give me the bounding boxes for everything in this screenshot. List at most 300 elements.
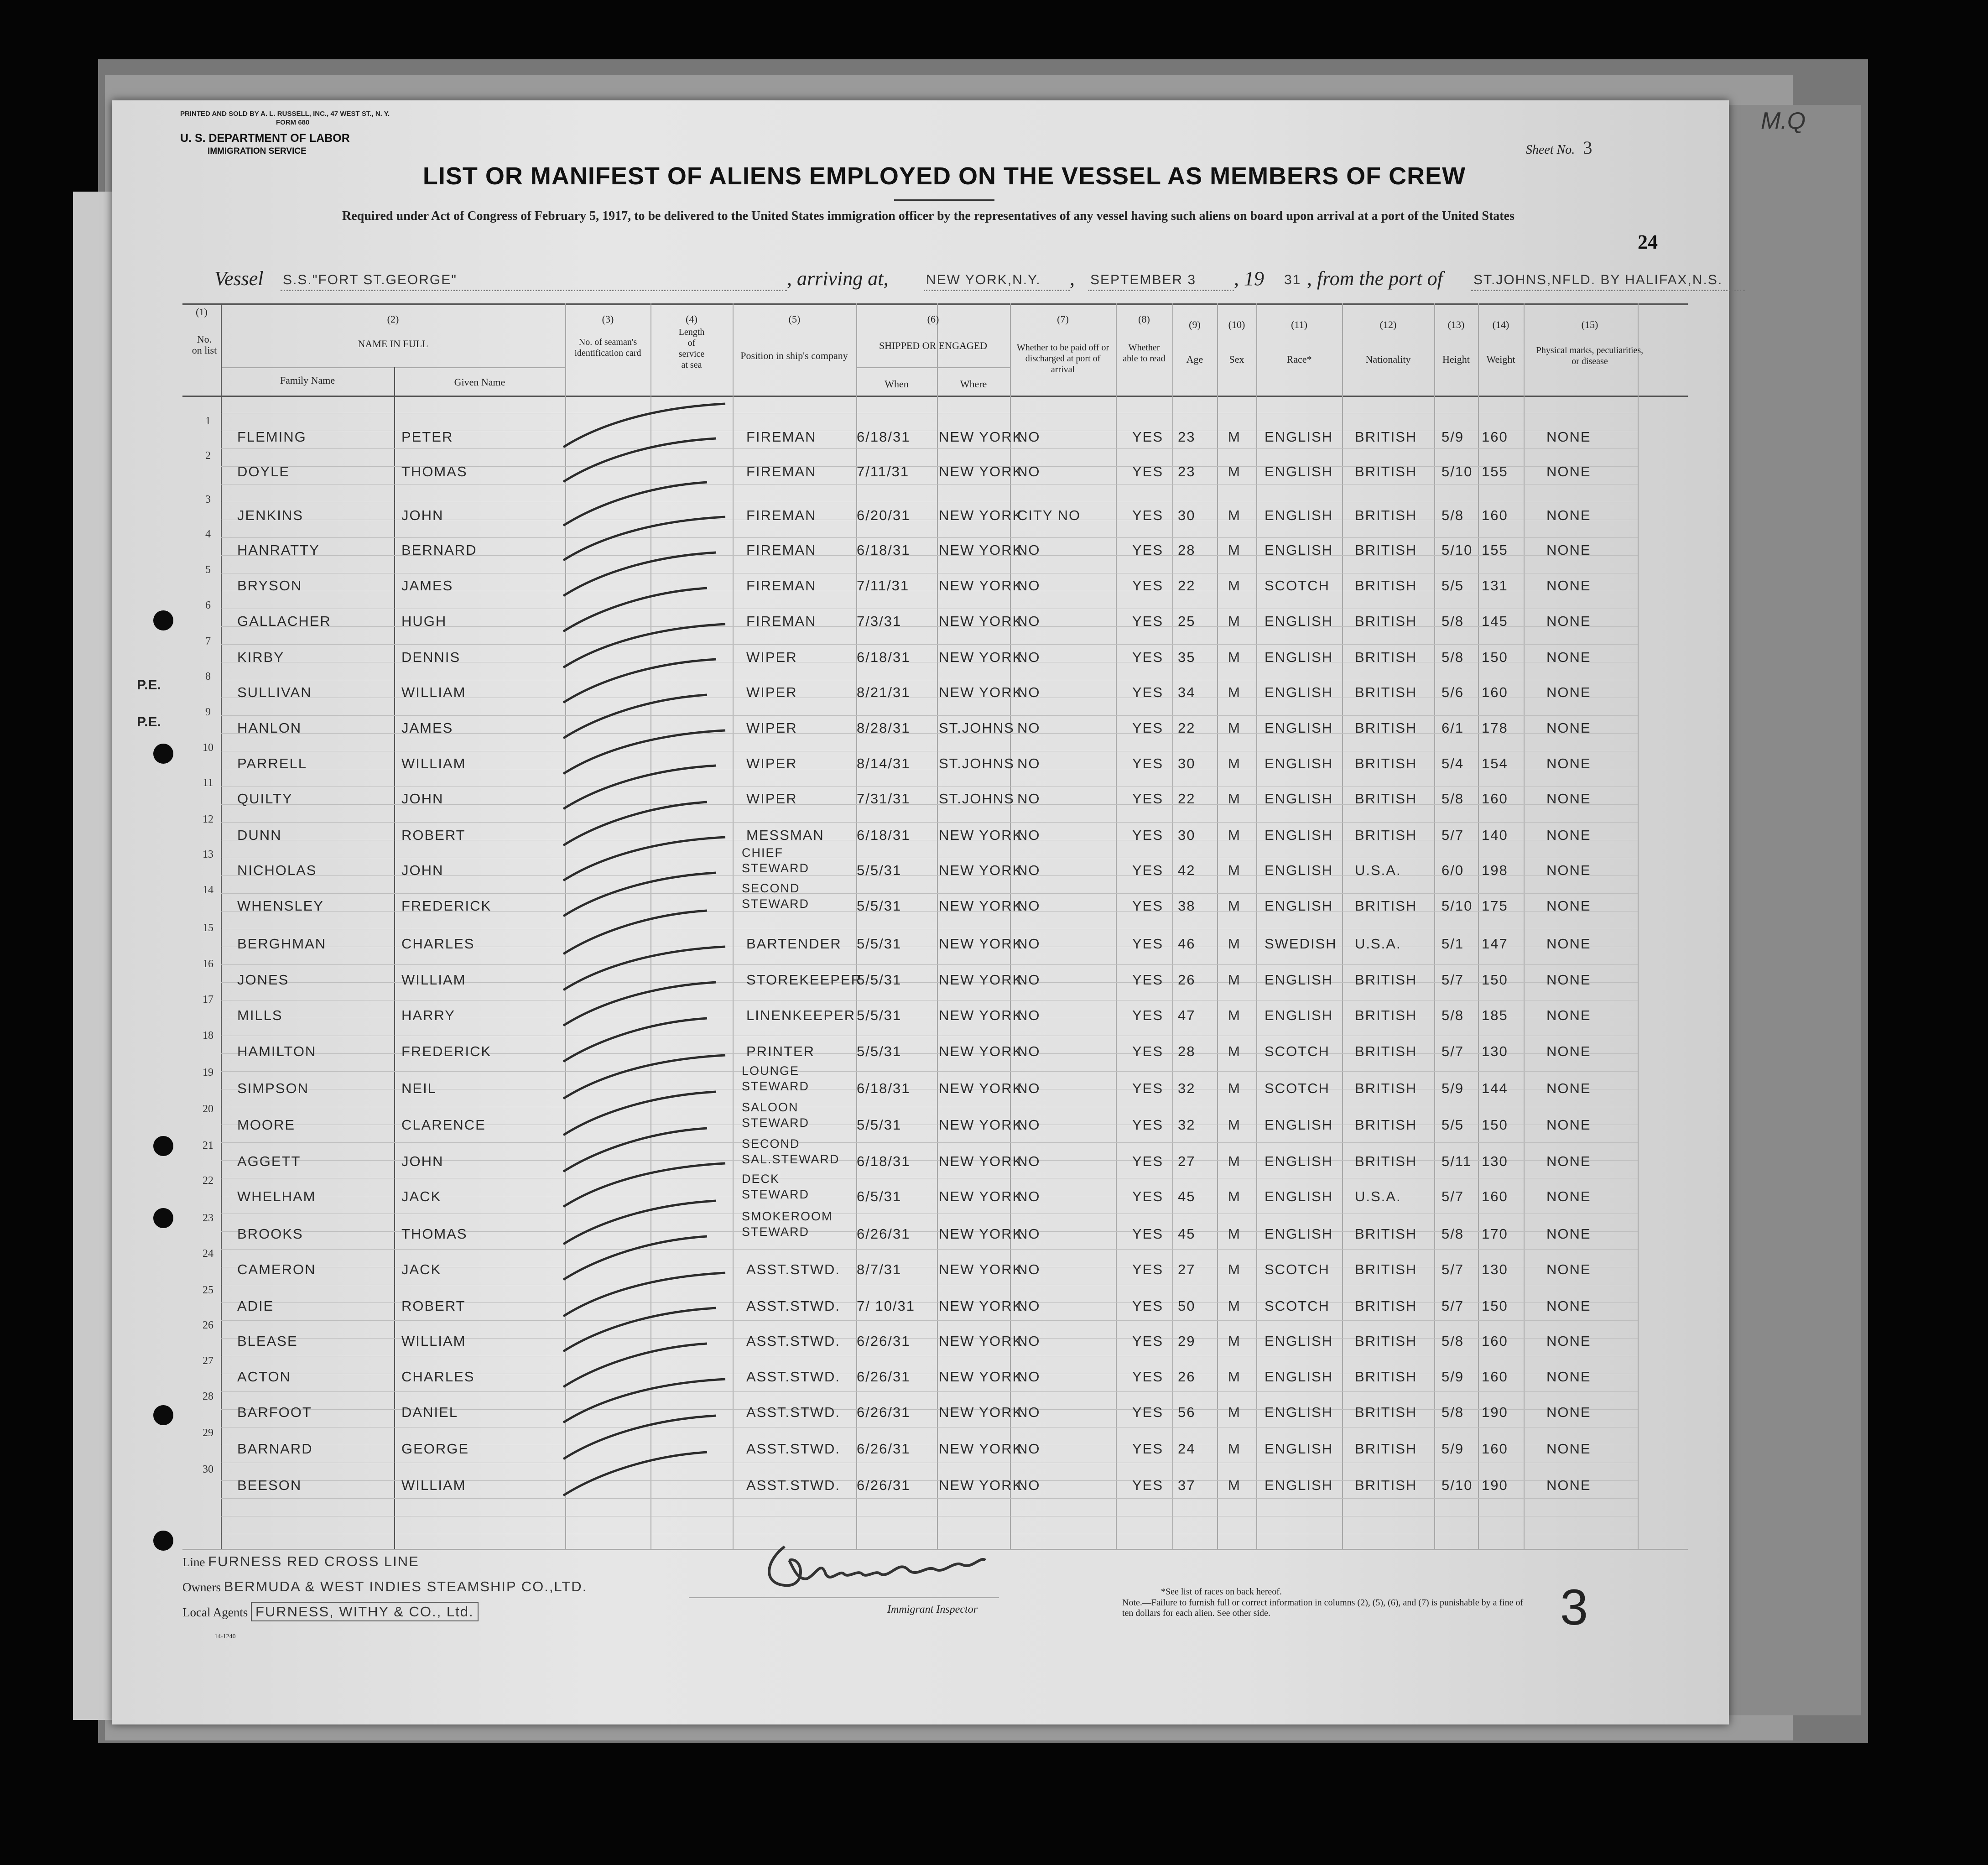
cell-marks: NONE xyxy=(1546,791,1591,807)
cell-sex: M xyxy=(1228,1333,1241,1349)
cell-position: MESSMAN xyxy=(746,827,824,843)
cell-read: YES xyxy=(1132,613,1164,629)
cell-marks: NONE xyxy=(1546,1153,1591,1169)
cell-weight: 160 xyxy=(1482,1188,1508,1204)
cell-age: 34 xyxy=(1178,684,1196,700)
cell-nat: BRITISH xyxy=(1355,827,1417,843)
cell-family: WHENSLEY xyxy=(237,898,324,914)
cell-paid: CITY NO xyxy=(1017,507,1081,523)
cell-where: NEW YORK xyxy=(939,1007,1023,1023)
cell-paid: NO xyxy=(1017,720,1041,736)
cell-family: HANRATTY xyxy=(237,542,320,558)
cell-weight: 130 xyxy=(1482,1043,1508,1059)
cell-paid: NO xyxy=(1017,791,1041,807)
cell-read: YES xyxy=(1132,464,1164,479)
cell-weight: 147 xyxy=(1482,936,1508,952)
cell-height: 5/7 xyxy=(1442,1261,1464,1277)
cell-height: 6/1 xyxy=(1442,720,1464,736)
cell-paid: NO xyxy=(1017,1117,1041,1133)
cell-weight: 190 xyxy=(1482,1404,1508,1420)
cell-marks: NONE xyxy=(1546,1333,1591,1349)
cell-position: STEWARD xyxy=(742,861,809,875)
cell-family: JONES xyxy=(237,972,289,988)
cell-where: NEW YORK xyxy=(939,972,1023,988)
cell-where: ST.JOHNS xyxy=(939,791,1015,807)
arrival-year: 31 xyxy=(1284,272,1301,287)
col-header-shipped: SHIPPED OR ENGAGED xyxy=(879,340,988,351)
col-num-9: (9) xyxy=(1189,319,1201,330)
cell-weight: 175 xyxy=(1482,898,1508,914)
col-num-11: (11) xyxy=(1291,319,1307,330)
cell-height: 5/8 xyxy=(1442,1333,1464,1349)
cell-height: 5/7 xyxy=(1442,827,1464,843)
cell-position-line1: LOUNGE xyxy=(742,1064,800,1078)
cell-paid: NO xyxy=(1017,429,1041,445)
col-num-6: (6) xyxy=(927,313,939,325)
row-rule xyxy=(221,448,1638,449)
cell-read: YES xyxy=(1132,1188,1164,1204)
date-separator: , xyxy=(1070,267,1075,290)
cell-height: 5/10 xyxy=(1442,1477,1473,1493)
cell-nat: BRITISH xyxy=(1355,684,1417,700)
column-rule xyxy=(1342,303,1343,1549)
cell-when: 6/20/31 xyxy=(857,507,911,523)
cell-height: 5/5 xyxy=(1442,1117,1464,1133)
cell-when: 5/5/31 xyxy=(857,1007,902,1023)
cell-sex: M xyxy=(1228,1226,1241,1242)
cell-when: 5/5/31 xyxy=(857,1043,902,1059)
cell-when: 8/7/31 xyxy=(857,1261,902,1277)
cell-read: YES xyxy=(1132,1226,1164,1242)
cell-marks: NONE xyxy=(1546,720,1591,736)
page-subtitle: Required under Act of Congress of February 5, 1917, to be delivered to the United States immigration officer by the representatives of any vessel having such aliens on board upon arrival at a port of the United States xyxy=(342,209,1514,223)
cell-race: SCOTCH xyxy=(1265,1261,1330,1277)
cell-read: YES xyxy=(1132,827,1164,843)
cell-position: SAL.STEWARD xyxy=(742,1152,840,1166)
cell-family: NICHOLAS xyxy=(237,862,317,878)
cell-read: YES xyxy=(1132,649,1164,665)
row-number: 9 xyxy=(205,706,211,718)
cell-marks: NONE xyxy=(1546,1298,1591,1314)
cell-position: FIREMAN xyxy=(746,464,817,479)
cell-paid: NO xyxy=(1017,755,1041,771)
col-header-position: Position in ship's company xyxy=(740,350,848,361)
cell-position-line1: SECOND xyxy=(742,1137,800,1151)
cell-when: 5/5/31 xyxy=(857,1117,902,1133)
col-num-13: (13) xyxy=(1447,319,1465,330)
cell-paid: NO xyxy=(1017,862,1041,878)
col-num-7: (7) xyxy=(1057,313,1069,325)
cell-race: ENGLISH xyxy=(1265,827,1333,843)
column-rule xyxy=(1524,303,1525,1549)
cell-weight: 150 xyxy=(1482,1298,1508,1314)
cell-weight: 170 xyxy=(1482,1226,1508,1242)
column-rule xyxy=(565,303,566,1549)
cell-nat: BRITISH xyxy=(1355,972,1417,988)
cell-marks: NONE xyxy=(1546,542,1591,558)
cell-paid: NO xyxy=(1017,464,1041,479)
header-bottom-rule xyxy=(182,396,1688,397)
cell-position: WIPER xyxy=(746,791,797,807)
row-number: 30 xyxy=(203,1464,213,1475)
col-header-height: Height xyxy=(1442,354,1470,365)
row-number: 22 xyxy=(203,1175,213,1187)
row-number: 18 xyxy=(203,1030,213,1042)
cell-marks: NONE xyxy=(1546,578,1591,594)
cell-race: ENGLISH xyxy=(1265,755,1333,771)
cell-when: 6/26/31 xyxy=(857,1404,911,1420)
cell-family: ADIE xyxy=(237,1298,274,1314)
cell-read: YES xyxy=(1132,1261,1164,1277)
cell-position: WIPER xyxy=(746,755,797,771)
cell-when: 7/11/31 xyxy=(857,578,910,594)
cell-paid: NO xyxy=(1017,1441,1041,1457)
cell-race: ENGLISH xyxy=(1265,1369,1333,1385)
cell-height: 5/8 xyxy=(1442,791,1464,807)
column-rule xyxy=(1256,303,1257,1549)
punch-hole xyxy=(153,1405,173,1425)
row-rule xyxy=(221,893,1638,894)
cell-given: BERNARD xyxy=(401,542,477,558)
cell-paid: NO xyxy=(1017,1043,1041,1059)
row-rule xyxy=(221,964,1638,965)
cell-sex: M xyxy=(1228,791,1241,807)
cell-nat: BRITISH xyxy=(1355,507,1417,523)
back-sheet-3 xyxy=(1729,105,1861,1715)
cell-paid: NO xyxy=(1017,1007,1041,1023)
cell-where: NEW YORK xyxy=(939,507,1023,523)
row-number: 17 xyxy=(203,994,213,1005)
cell-sex: M xyxy=(1228,1369,1241,1385)
cell-family: HAMILTON xyxy=(237,1043,317,1059)
col-num-3: (3) xyxy=(602,313,614,325)
cell-nat: BRITISH xyxy=(1355,464,1417,479)
row-number: 11 xyxy=(203,777,213,789)
cell-given: WILLIAM xyxy=(401,755,466,771)
column-rule xyxy=(1116,303,1117,1549)
cell-nat: BRITISH xyxy=(1355,1153,1417,1169)
cell-height: 5/8 xyxy=(1442,1007,1464,1023)
cell-age: 38 xyxy=(1178,898,1196,914)
margin-mark-pe-row8: P.E. xyxy=(137,677,161,693)
cell-read: YES xyxy=(1132,1117,1164,1133)
row-number: 19 xyxy=(203,1067,213,1078)
cell-where: NEW YORK xyxy=(939,542,1023,558)
cell-position: STEWARD xyxy=(742,1116,809,1130)
cell-weight: 178 xyxy=(1482,720,1508,736)
col-num-8: (8) xyxy=(1138,313,1150,325)
cell-where: NEW YORK xyxy=(939,1080,1023,1096)
cell-nat: BRITISH xyxy=(1355,755,1417,771)
cell-height: 5/9 xyxy=(1442,1369,1464,1385)
shipped-subheader-rule xyxy=(856,367,1010,368)
date-dots xyxy=(1088,289,1234,291)
cell-weight: 131 xyxy=(1482,578,1508,594)
cell-race: ENGLISH xyxy=(1265,1226,1333,1242)
cell-given: WILLIAM xyxy=(401,684,466,700)
cell-position: ASST.STWD. xyxy=(746,1369,841,1385)
vessel-line xyxy=(214,267,1723,294)
row-number: 10 xyxy=(203,742,213,754)
cell-marks: NONE xyxy=(1546,1261,1591,1277)
cell-race: ENGLISH xyxy=(1265,1404,1333,1420)
cell-paid: NO xyxy=(1017,1404,1041,1420)
cell-nat: BRITISH xyxy=(1355,429,1417,445)
cell-age: 27 xyxy=(1178,1153,1196,1169)
cell-nat: U.S.A. xyxy=(1355,862,1401,878)
cell-race: SWEDISH xyxy=(1265,936,1337,952)
cell-family: BERGHMAN xyxy=(237,936,327,952)
cell-race: SCOTCH xyxy=(1265,578,1330,594)
cell-nat: BRITISH xyxy=(1355,1404,1417,1420)
cell-paid: NO xyxy=(1017,898,1041,914)
cell-given: WILLIAM xyxy=(401,1333,466,1349)
cell-family: QUILTY xyxy=(237,791,293,807)
cell-race: ENGLISH xyxy=(1265,542,1333,558)
cell-height: 5/4 xyxy=(1442,755,1464,771)
cell-nat: BRITISH xyxy=(1355,1080,1417,1096)
cell-nat: BRITISH xyxy=(1355,649,1417,665)
cell-age: 26 xyxy=(1178,1369,1196,1385)
cell-marks: NONE xyxy=(1546,1080,1591,1096)
cell-when: 6/26/31 xyxy=(857,1369,911,1385)
cell-race: ENGLISH xyxy=(1265,720,1333,736)
cell-position: FIREMAN xyxy=(746,613,817,629)
cell-height: 5/7 xyxy=(1442,972,1464,988)
corner-mark-bottom-right: 3 xyxy=(1560,1579,1588,1636)
cell-sex: M xyxy=(1228,1080,1241,1096)
cell-where: NEW YORK xyxy=(939,684,1023,700)
cell-when: 6/26/31 xyxy=(857,1333,911,1349)
cell-read: YES xyxy=(1132,1298,1164,1314)
cell-race: ENGLISH xyxy=(1265,613,1333,629)
departure-port: ST.JOHNS,NFLD. BY HALIFAX,N.S. xyxy=(1473,272,1723,287)
cell-position: ASST.STWD. xyxy=(746,1333,841,1349)
cell-age: 56 xyxy=(1178,1404,1196,1420)
cell-given: JAMES xyxy=(401,578,453,594)
cell-weight: 140 xyxy=(1482,827,1508,843)
cell-sex: M xyxy=(1228,862,1241,878)
col-header-marks: Physical marks, peculiarities, or disease xyxy=(1536,345,1644,366)
cell-family: SIMPSON xyxy=(237,1080,309,1096)
cell-family: DUNN xyxy=(237,827,282,843)
col-header-family: Family Name xyxy=(280,375,335,386)
cell-weight: 160 xyxy=(1482,429,1508,445)
cell-position-line1: SMOKEROOM xyxy=(742,1209,833,1223)
cell-nat: BRITISH xyxy=(1355,613,1417,629)
cell-position-line1: CHIEF xyxy=(742,846,783,860)
cell-given: ROBERT xyxy=(401,1298,466,1314)
cell-where: NEW YORK xyxy=(939,578,1023,594)
cell-when: 7/3/31 xyxy=(857,613,902,629)
cell-marks: NONE xyxy=(1546,613,1591,629)
form-code-bottom: 14-1240 xyxy=(214,1633,236,1640)
cell-race: ENGLISH xyxy=(1265,1477,1333,1493)
cell-sex: M xyxy=(1228,429,1241,445)
cell-race: ENGLISH xyxy=(1265,972,1333,988)
cell-when: 6/18/31 xyxy=(857,649,911,665)
cell-sex: M xyxy=(1228,827,1241,843)
cell-age: 28 xyxy=(1178,1043,1196,1059)
row-number: 1 xyxy=(205,415,211,427)
cell-given: GEORGE xyxy=(401,1441,469,1457)
cell-where: NEW YORK xyxy=(939,1153,1023,1169)
row-number: 2 xyxy=(205,450,211,462)
cell-when: 6/26/31 xyxy=(857,1477,911,1493)
cell-position: FIREMAN xyxy=(746,429,817,445)
margin-mark-pe-row9: P.E. xyxy=(137,714,161,729)
cell-marks: NONE xyxy=(1546,755,1591,771)
cell-read: YES xyxy=(1132,1043,1164,1059)
cell-given: DANIEL xyxy=(401,1404,458,1420)
cell-height: 5/8 xyxy=(1442,507,1464,523)
cell-family: PARRELL xyxy=(237,755,307,771)
cell-read: YES xyxy=(1132,542,1164,558)
cell-race: ENGLISH xyxy=(1265,1153,1333,1169)
cell-family: JENKINS xyxy=(237,507,303,523)
col-header-age: Age xyxy=(1186,354,1203,365)
cell-given: THOMAS xyxy=(401,464,468,479)
cell-height: 5/8 xyxy=(1442,1404,1464,1420)
cell-given: JOHN xyxy=(401,507,444,523)
cell-paid: NO xyxy=(1017,972,1041,988)
cell-marks: NONE xyxy=(1546,429,1591,445)
cell-age: 26 xyxy=(1178,972,1196,988)
cell-race: SCOTCH xyxy=(1265,1043,1330,1059)
inspector-signature xyxy=(757,1506,1077,1597)
column-rule xyxy=(221,303,222,1549)
cell-race: ENGLISH xyxy=(1265,464,1333,479)
cell-height: 5/10 xyxy=(1442,898,1473,914)
cell-paid: NO xyxy=(1017,1261,1041,1277)
cell-age: 22 xyxy=(1178,578,1196,594)
row-number: 21 xyxy=(203,1140,213,1151)
cell-race: ENGLISH xyxy=(1265,429,1333,445)
cell-age: 29 xyxy=(1178,1333,1196,1349)
cell-family: BEESON xyxy=(237,1477,302,1493)
cell-family: CAMERON xyxy=(237,1261,316,1277)
arriving-label: , arriving at, xyxy=(787,267,889,290)
cell-race: ENGLISH xyxy=(1265,507,1333,523)
col-header-read: Whether able to read xyxy=(1123,343,1166,364)
cell-position-line1: SECOND xyxy=(742,881,800,895)
cell-nat: BRITISH xyxy=(1355,720,1417,736)
cell-weight: 155 xyxy=(1482,464,1508,479)
cell-nat: U.S.A. xyxy=(1355,1188,1401,1204)
cell-nat: BRITISH xyxy=(1355,542,1417,558)
column-rule xyxy=(1434,303,1435,1549)
cell-sex: M xyxy=(1228,1007,1241,1023)
cell-position: ASST.STWD. xyxy=(746,1404,841,1420)
cell-marks: NONE xyxy=(1546,507,1591,523)
cell-weight: 155 xyxy=(1482,542,1508,558)
column-rule xyxy=(394,367,395,1549)
footer-owners: Owners BERMUDA & WEST INDIES STEAMSHIP CO.,LTD. xyxy=(182,1578,588,1594)
vessel-dots xyxy=(281,289,787,291)
cell-position: ASST.STWD. xyxy=(746,1261,841,1277)
cell-height: 5/9 xyxy=(1442,1080,1464,1096)
row-number: 15 xyxy=(203,922,213,934)
cell-nat: BRITISH xyxy=(1355,1298,1417,1314)
cell-paid: NO xyxy=(1017,684,1041,700)
cell-paid: NO xyxy=(1017,1298,1041,1314)
cell-weight: 198 xyxy=(1482,862,1508,878)
cell-given: CHARLES xyxy=(401,936,475,952)
cell-weight: 130 xyxy=(1482,1153,1508,1169)
cell-sex: M xyxy=(1228,898,1241,914)
col-header-race: Race* xyxy=(1286,354,1312,365)
vessel-name: S.S."FORT ST.GEORGE" xyxy=(283,272,457,287)
cell-when: 6/18/31 xyxy=(857,1080,911,1096)
cell-read: YES xyxy=(1132,1369,1164,1385)
cell-marks: NONE xyxy=(1546,1369,1591,1385)
cell-family: BARNARD xyxy=(237,1441,313,1457)
cell-marks: NONE xyxy=(1546,1188,1591,1204)
cell-position: FIREMAN xyxy=(746,578,817,594)
cell-where: NEW YORK xyxy=(939,862,1023,878)
cell-family: KIRBY xyxy=(237,649,285,665)
cell-where: NEW YORK xyxy=(939,464,1023,479)
cell-read: YES xyxy=(1132,720,1164,736)
cell-when: 6/18/31 xyxy=(857,429,911,445)
cell-height: 5/10 xyxy=(1442,542,1473,558)
cell-age: 23 xyxy=(1178,429,1196,445)
cell-position: STEWARD xyxy=(742,1225,809,1239)
cell-race: ENGLISH xyxy=(1265,791,1333,807)
cell-weight: 160 xyxy=(1482,684,1508,700)
cell-family: FLEMING xyxy=(237,429,307,445)
cell-family: MOORE xyxy=(237,1117,296,1133)
cell-sex: M xyxy=(1228,720,1241,736)
cell-position: ASST.STWD. xyxy=(746,1477,841,1493)
race-note: *See list of races on back hereof. xyxy=(1161,1587,1282,1597)
cell-nat: BRITISH xyxy=(1355,791,1417,807)
cell-family: BLEASE xyxy=(237,1333,298,1349)
cell-sex: M xyxy=(1228,1404,1241,1420)
cell-where: NEW YORK xyxy=(939,613,1023,629)
punch-hole xyxy=(153,1208,173,1228)
cell-age: 35 xyxy=(1178,649,1196,665)
cell-read: YES xyxy=(1132,429,1164,445)
cell-read: YES xyxy=(1132,972,1164,988)
row-rule xyxy=(221,644,1638,645)
cell-when: 5/5/31 xyxy=(857,972,902,988)
cell-weight: 150 xyxy=(1482,972,1508,988)
col-num-2: (2) xyxy=(387,313,399,325)
cell-where: NEW YORK xyxy=(939,1226,1023,1242)
cell-race: SCOTCH xyxy=(1265,1298,1330,1314)
cell-race: ENGLISH xyxy=(1265,1441,1333,1457)
row-rule xyxy=(221,1249,1638,1250)
cell-height: 5/5 xyxy=(1442,578,1464,594)
cell-position: STEWARD xyxy=(742,897,809,911)
row-number: 23 xyxy=(203,1212,213,1224)
cell-age: 42 xyxy=(1178,862,1196,878)
row-number: 24 xyxy=(203,1248,213,1260)
cell-position: WIPER xyxy=(746,720,797,736)
cell-when: 8/14/31 xyxy=(857,755,911,771)
column-rule xyxy=(733,303,734,1549)
cell-when: 6/18/31 xyxy=(857,1153,911,1169)
cell-family: DOYLE xyxy=(237,464,290,479)
cell-position: BARTENDER xyxy=(746,936,842,952)
cell-marks: NONE xyxy=(1546,1043,1591,1059)
cell-position-line1: SALOON xyxy=(742,1100,799,1114)
column-rule xyxy=(1217,303,1218,1549)
cell-height: 5/9 xyxy=(1442,429,1464,445)
from-label: , from the port of xyxy=(1307,267,1443,290)
arrival-dots xyxy=(924,289,1070,291)
